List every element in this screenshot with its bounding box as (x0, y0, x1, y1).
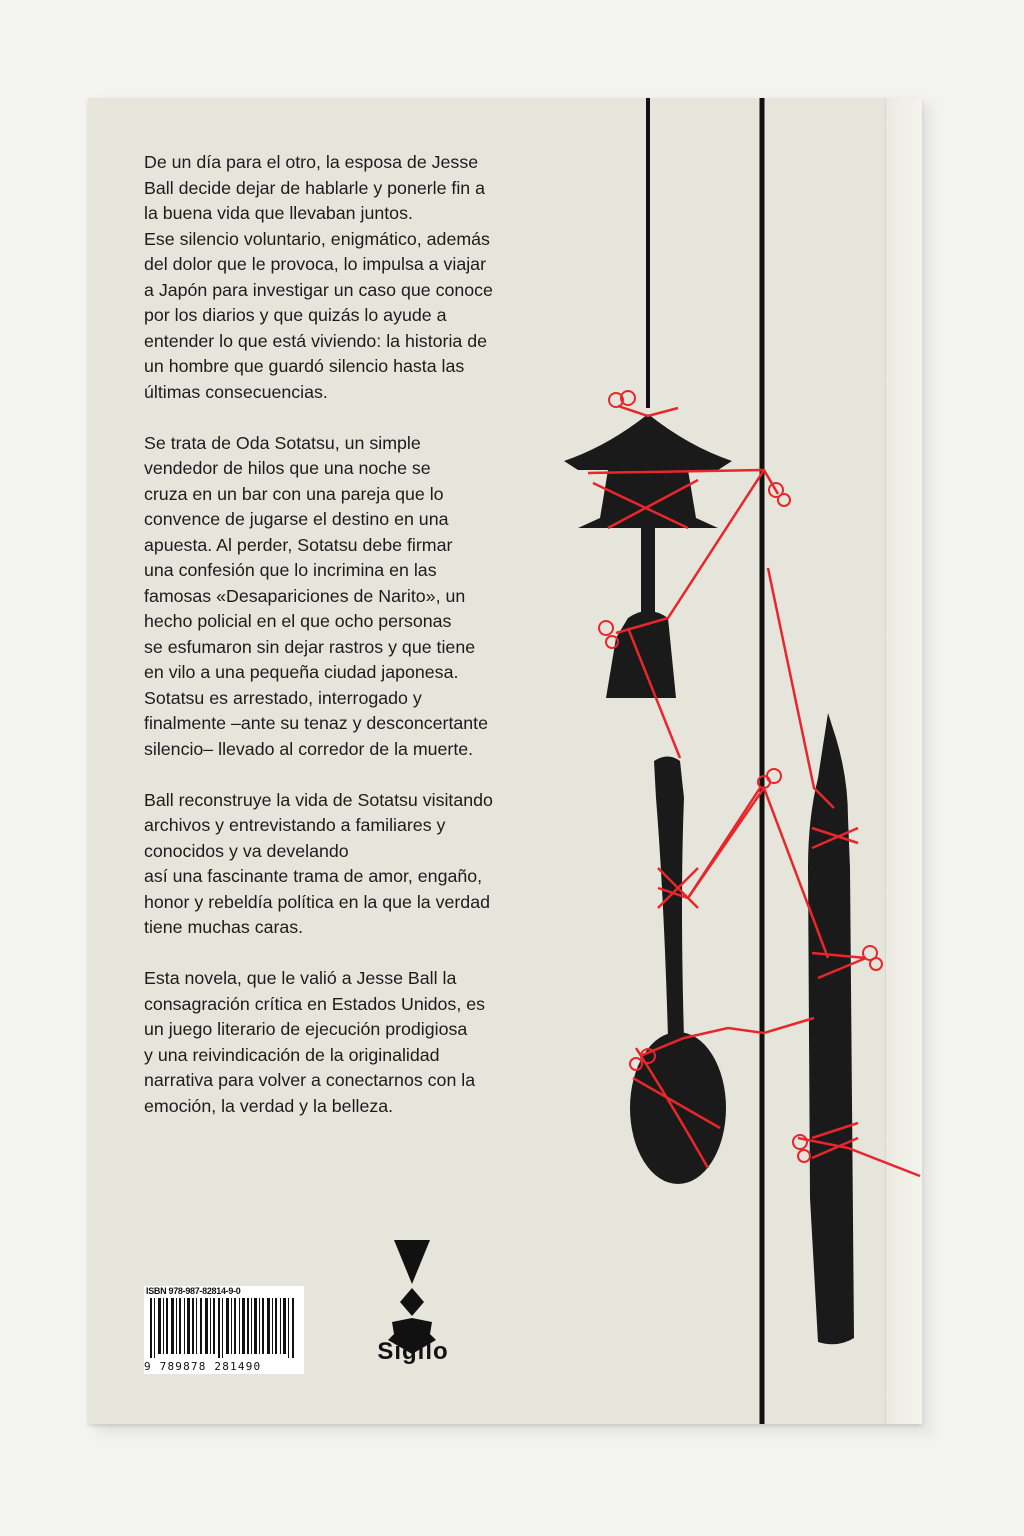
blurb-paragraph-1: De un día para el otro, la esposa de Jesse Ball decide dejar de hablarle y ponerle fin a la buena vida que llevaban juntos. Ese silencio voluntario, enigmático, además del dolor que le provoca, lo impulsa a viajar a Japón para investigar un caso que conoce por los diarios y que quizás lo ayude a entender lo que está viviendo: la historia de un hombre que guardó silencio hasta las últimas consecuencias. (144, 152, 493, 402)
blurb-paragraph-4: Esta novela, que le valió a Jesse Ball la consagración crítica en Estados Unidos, es un juego literario de ejecución prodigiosa y una reivindicación de la originalidad narrativa para volver a conectarnos con la emoción, la verdad y la belleza. (144, 968, 485, 1116)
isbn-barcode (144, 1286, 304, 1374)
illustration (88, 98, 922, 1424)
publisher-name: Sigilo (377, 1338, 449, 1365)
pen-silhouette (808, 713, 854, 1344)
barcode-bars (150, 1298, 298, 1358)
isbn-label: ISBN 978-987-82814-9-0 (146, 1286, 241, 1296)
blurb-paragraph-3: Ball reconstruye la vida de Sotatsu visitando archivos y entrevistando a familiares y conocidos y va develando así una fascinante trama de amor, engaño, honor y rebeldía política en la que la verdad tiene muchas caras. (144, 789, 493, 937)
blurb-paragraph-2: Se trata de Oda Sotatsu, un simple vendedor de hilos que una noche se cruza en un bar con una pareja que lo convence de jugarse el destino en una apuesta. Al perder, Sotatsu debe firmar una confesión que lo incrimina en las famosas «Desapariciones de Narito», un hecho policial en el que ocho personas se esfumaron sin dejar rastros y que tiene en vilo a una pequeña ciudad japonesa. Sotatsu es arrestado, interrogado y finalmente –ante su tenaz y desconcertante silencio– llevado al corredor de la muerte. (144, 432, 488, 759)
spoon-silhouette (630, 757, 726, 1185)
isbn-digits: 9 789878 281490 (144, 1360, 262, 1373)
book-back-cover (88, 98, 922, 1424)
